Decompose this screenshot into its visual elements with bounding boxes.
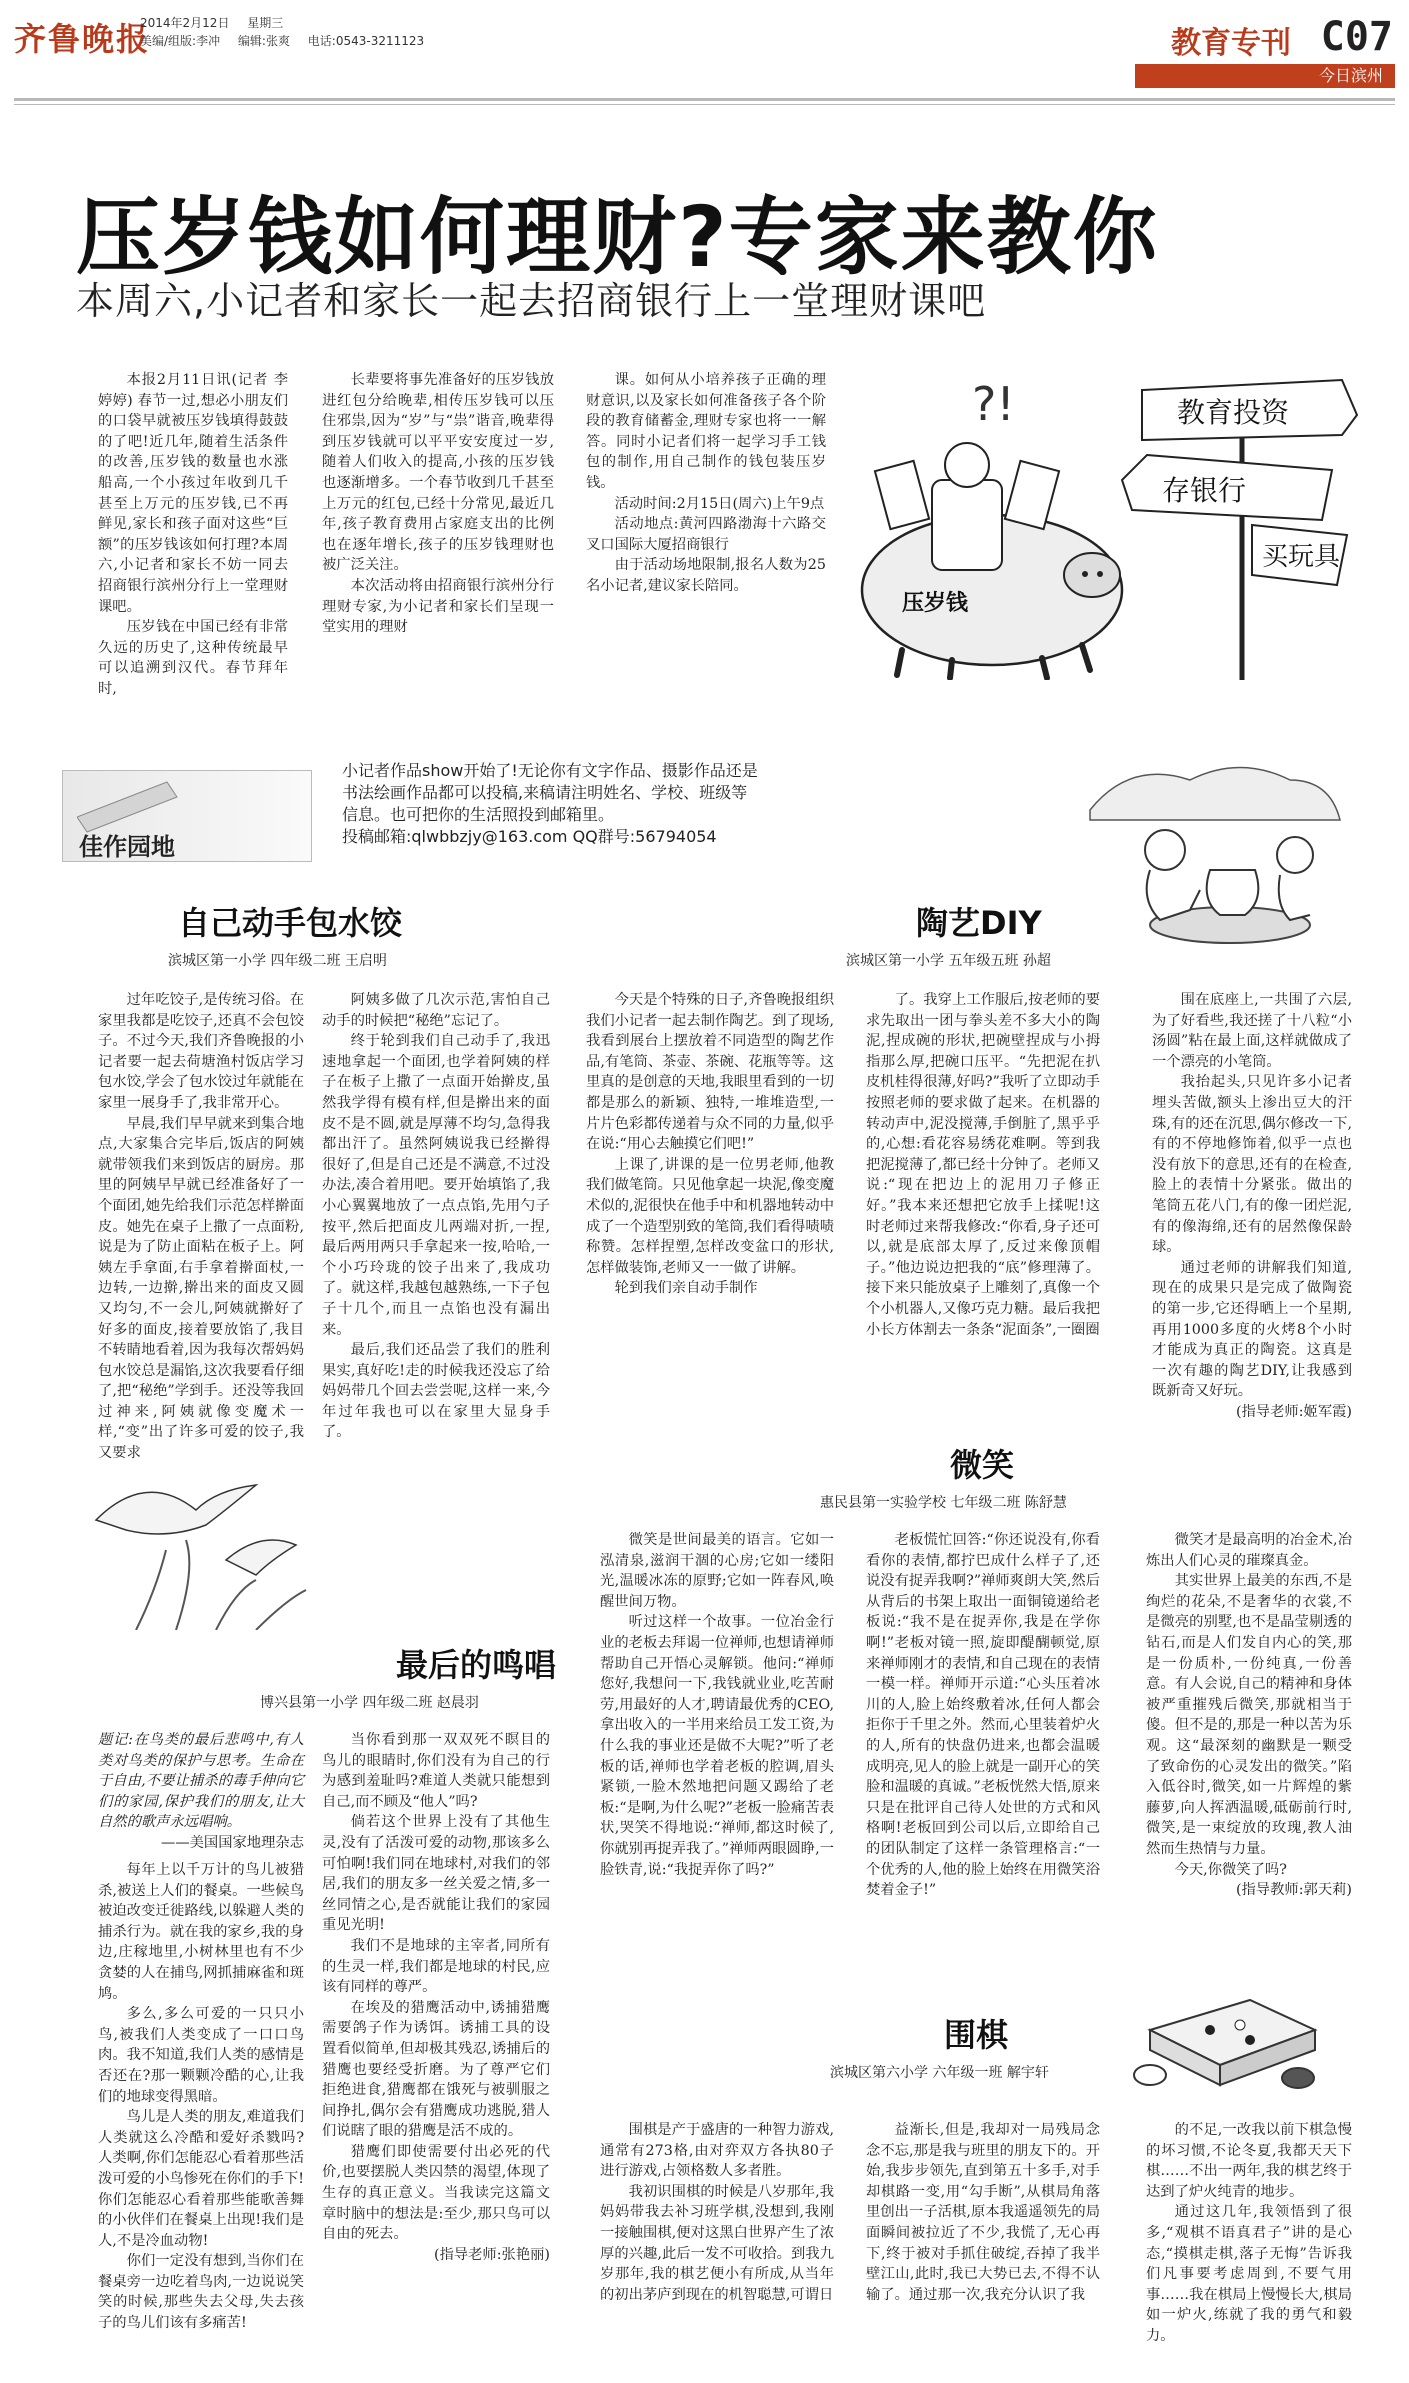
paragraph: 益渐长,但是,我却对一局残局念念不忘,那是我与班里的朋友下的。开始,我步步领先,直到第五十多手,对手却棋路一变,用“勾手断”,从棋局角落里创出一子活棋,原本我遥遥领先的局面瞬间被拉近了不少,我慌了,无心再下,终于被对手抓住破绽,吞掉了我半壁江山,此时,我已大势已去,不得不认输了。通过那一次,我充分认识了我 [866, 2122, 1100, 2303]
paragraph: 通过老师的讲解我们知道,现在的成果只是完成了做陶瓷的第一步,它还得晒上一个星期,再用1000多度的火烤8个小时才能成为真正的陶瓷。这真是一次有趣的陶艺DIY,让我感到既新奇又好玩。 [1152, 1259, 1352, 1400]
song-column-1 [98, 1860, 304, 2334]
masthead-logo: 齐鲁晚报 [14, 20, 151, 58]
smile-column-2 [866, 1530, 1100, 1901]
paragraph: 围在底座上,一共围了六层,为了好看些,我还搓了十八粒“小汤圆”粘在最上面,这样就做成了一个漂亮的小笔筒。 [1152, 992, 1352, 1070]
sign-education: 教育投资 [1177, 396, 1290, 429]
paragraph: 围棋是产于盛唐的一种智力游戏,通常有273格,由对弈双方各执80子进行游戏,占领格数人多者胜。 [600, 2122, 834, 2180]
paragraph: 微笑才是最高明的冶金术,冶炼出人们心灵的璀璨真金。 [1146, 1532, 1352, 1569]
edition-bar: 今日滨州 [1135, 64, 1395, 88]
header-rule-thin [14, 104, 1395, 105]
paragraph: 最后,我们还品尝了我们的胜利果实,真好吃!走的时候我还没忘了给妈妈带几个回去尝尝呢,这样一来,今年过年我也可以在家里大显身手了。 [322, 1342, 550, 1441]
pottery-byline: 滨城区第一小学 五年级五班 孙超 [846, 953, 1051, 969]
paragraph: 本报2月11日讯(记者 李婷婷) 春节一过,想必小朋友们的口袋早就被压岁钱填得鼓鼓的了吧!近几年,随着生活条件的改善,压岁钱的数量也水涨船高,一个小孩过年收到几千甚至上万元的压岁钱,已不再鲜见,家长和孩子面对这些“巨额”的压岁钱该如何打理?本周六,小记者和家长不妨一同去招商银行滨州分行上一堂理财课吧。 [98, 372, 288, 615]
gallery-intro [342, 760, 762, 848]
lead-column-1 [98, 370, 288, 700]
go-column-1 [600, 2120, 834, 2305]
paragraph: 压岁钱在中国已经有非常久远的历史了,这种传统最早可以追溯到汉代。春节拜年时, [98, 619, 288, 697]
gallery-intro-text: 小记者作品show开始了!无论你有文字作品、摄影作品还是书法绘画作品都可以投稿,来稿请注明姓名、学校、班级等信息。也可把你的生活照投到邮箱里。 [342, 761, 758, 824]
lead-column-3 [586, 370, 826, 597]
song-title: 最后的鸣唱 [396, 1646, 557, 1684]
paragraph: 鸟儿是人类的朋友,难道我们人类就这么冷酷和爱好杀戮吗?人类啊,你们怎能忍心看着那些活泼可爱的小鸟惨死在你们的手下!你们怎能忍心看着那些能歌善舞的小伙伴们在餐桌上出现!我们是人,不是冷血动物! [98, 2109, 304, 2249]
paragraph: 其实世界上最美的东西,不是绚烂的花朵,不是奢华的衣裳,不是微亮的别墅,也不是晶莹剔透的钻石,而是人们发自内心的笑,那是一份质朴,一份纯真,一份善意。有人会说,自己的精神和身体被严重摧残后微笑,那就相当于傻。但不是的,那是一种以苦为乐观。这“最深刻的幽默是一颗受了致命伤的心灵发出的微笑。”陷入低谷时,微笑,如一片辉煌的紫藤萝,向人挥洒温暖,砥砺前行时,微笑,是一束绽放的玫瑰,教人油然而生热情与力量。 [1146, 1573, 1352, 1857]
paragraph: 每年上以千万计的鸟儿被猎杀,被送上人们的餐桌。一些候鸟被迫改变迁徙路线,以躲避人类的捕杀行为。就在我的家乡,我的身边,庄稼地里,小树林里也有不少贪婪的人在捕鸟,网抓捕麻雀和斑鸠。 [98, 1862, 304, 2002]
go-title: 围棋 [944, 2016, 1009, 2054]
smile-teacher: (指导教师:郭天莉) [1235, 1882, 1352, 1899]
smile-title: 微笑 [950, 1446, 1015, 1484]
paragraph: 通过这几年,我领悟到了很多,“观棋不语真君子”讲的是心态,“摸棋走棋,落子无悔”告诉我们凡事要考虑周到,不要气用事……我在棋局上慢慢长大,棋局如一炉火,练就了我的勇气和毅力。 [1146, 2204, 1352, 2344]
paragraph: 活动地点:黄河四路渤海十六路交叉口国际大厦招商银行 [586, 516, 826, 553]
paragraph: 的不足,一改我以前下棋急慢的坏习惯,不论冬夏,我都天天下棋……不出一两年,我的棋艺终于达到了炉火纯青的地步。 [1146, 2122, 1352, 2200]
gallery-contact: 投稿邮箱:qlwbbzjy@163.com QQ群号:56794054 [342, 827, 717, 846]
bird-illustration [86, 1450, 316, 1630]
paragraph: 听过这样一个故事。一位冶金行业的老板去拜谒一位禅师,也想请禅师帮助自己开悟心灵解锁。他问:“禅师您好,我想问一下,我钱就业业,吃苦耐劳,用最好的人才,聘请最优秀的CEO,拿出收入的一半用来给员工发工资,为什么我的事业还是做不大呢?”听了老板的话,禅师也学着老板的腔调,眉头紧锁,一脸木然地把问题又踢给了老板:“是啊,为什么呢?”老板一脸痛苦表状,哭笑不得地说:“禅师,都这时候了,你就别再捉弄我了。”禅师两眼圆睁,一脸铁青,说:“我捉弄你了吗?” [600, 1614, 834, 1878]
go-column-3 [1146, 2120, 1352, 2347]
paragraph: 猎鹰们即使需要付出必死的代价,也要摆脱人类囚禁的渴望,体现了生存的真正意义。当我读完这篇文章时脑中的想法是:至少,那只鸟可以自由的死去。 [322, 2143, 550, 2243]
paragraph: 由于活动场地限制,报名人数为25名小记者,建议家长陪同。 [586, 557, 826, 594]
paragraph: 终于轮到我们自己动手了,我迅速地拿起一个面团,也学着阿姨的样子在板子上撒了一点面开始擀皮,虽然我学得有模有样,但是擀出来的面皮不是不圆,就是厚薄不均匀,急得我都出汗了。虽然阿姨说我已经擀得很好了,但是自己还是不满意,不过没办法,凑合着用吧。要开始填馅了,我小心翼翼地放了一点点馅,先用勺子按平,然后把面皮儿两端对折,一捏,最后两用两只手拿起来一按,哈哈,一个小巧玲珑的饺子出来了,我成功了。就这样,我越包越熟练,一下子包子十几个,而且一点馅也没有漏出来。 [322, 1033, 550, 1338]
paragraph: 在埃及的猎鹰活动中,诱捕猎鹰需要鸽子作为诱饵。诱捕工具的设置看似简单,但却极其残忍,诱捕后的猎鹰也要经受折磨。为了尊严它们拒绝进食,猎鹰都在饿死与被驯服之间挣扎,偶尔会有猎鹰成功逃脱,猎人们说瞎了眼的猎鹰是活不成的。 [322, 1999, 550, 2140]
design-editor: 美编/组版:李冲 [140, 34, 221, 48]
lead-column-2 [322, 370, 554, 638]
dumplings-title: 自己动手包水饺 [178, 904, 403, 942]
go-column-2 [866, 2120, 1100, 2305]
smile-column-3 [1146, 1530, 1352, 1901]
paragraph: 早晨,我们早早就来到集合地点,大家集合完毕后,饭店的阿姨就带领我们来到饭店的厨房。那里的阿姨早早就已经准备好了一个面团,她先给我们示范怎样擀面皮。她先在桌子上撒了一点面粉,说是为了防止面粘在板子上。阿姨左手拿面,右手拿着擀面杖,一边转,一边擀,擀出来的面皮又圆又均匀,不一会儿,阿姨就擀好了好多的面皮,接着要放馅了,我目不转睛地看着,因为我每次帮妈妈包水饺总是漏馅,这次我要看仔细了,把“秘绝”学到手。还没等我回过神来,阿姨就像变魔术一样,“变”出了许多可爱的饺子,我又要求 [98, 1115, 304, 1462]
header-rule [14, 98, 1395, 101]
paragraph: 我们不是地球的主宰者,同所有的生灵一样,我们都是地球的村民,应该有同样的尊严。 [322, 1937, 550, 1996]
paragraph: 过年吃饺子,是传统习俗。在家里我都是吃饺子,还真不会包饺子。不过今天,我们齐鲁晚报的小记者要一起去荷塘渔村饭店学习包水饺,学会了包水饺过年就能在家里一展身手了,我非常开心。 [98, 992, 304, 1111]
dumplings-byline: 滨城区第一小学 四年级二班 王启明 [168, 953, 387, 969]
song-teacher: (指导老师:张艳丽) [433, 2246, 550, 2263]
paragraph: 活动时间:2月15日(周六)上午9点 [614, 495, 825, 512]
song-byline: 博兴县第一小学 四年级二班 赵晨羽 [260, 1695, 479, 1711]
headline: 压岁钱如何理财?专家来教你 [76, 188, 1159, 286]
page-number: C07 [1320, 14, 1393, 60]
song-column-2 [322, 1730, 550, 2265]
issue-date: 2014年2月12日 [140, 16, 230, 30]
pottery-column-2 [866, 990, 1100, 1340]
pottery-title: 陶艺DIY [916, 904, 1042, 942]
paragraph: 我抬起头,只见许多小记者埋头苦做,额头上渗出豆大的汗珠,有的还在沉思,偶尔修改一下,有的不停地修饰着,似乎一点也没有放下的意思,还有的在检查,脸上的表情十分紧张。做出的笔筒五花八门,有的像一团烂泥,有的像海绵,还有的居然像保龄球。 [1152, 1074, 1352, 1256]
gallery-banner [62, 770, 312, 862]
paragraph: 长辈要将事先准备好的压岁钱放进红包分给晚辈,相传压岁钱可以压住邪祟,因为“岁”与“祟”谐音,晚辈得到压岁钱就可以平平安安度过一岁,随着人们收入的提高,小孩的压岁钱也逐渐增多。一个春节收到几千甚至上万元的红包,已经十分常见,最近几年,孩子教育费用占家庭支出的比例也在逐年增长,孩子的压岁钱理财也被广泛关注。 [322, 372, 554, 574]
paragraph: 今天,你微笑了吗? [1174, 1861, 1287, 1878]
song-note-block [98, 1730, 304, 1854]
pottery-teacher: (指导老师:姬军霞) [1235, 1403, 1352, 1420]
illustration-marks: ?! [972, 377, 1015, 431]
piggy-bank-illustration [842, 360, 1362, 680]
paragraph: 老板慌忙回答:“你还说没有,你看看你的表情,都拧巴成什么样子了,还说没有捉弄我啊?”禅师爽朗大笑,然后从背后的书架上取出一面铜镜递给老板说:“我不是在捉弄你,我是在学你啊!”老板对镜一照,旋即醍醐顿觉,原来禅师刚才的表情,和自己现在的表情一模一样。禅师开示道:“心头压着冰川的人,脸上始终敷着冰,任何人都会拒你于千里之外。然而,心里装着炉火的人,所有的快盘仍进来,也都会温暖成明亮,见人的脸上就是一副开心的笑脸和温暖的真诚。”老板恍然大悟,原来只是在批评自己待人处世的方式和风格啊!老板回到公司以后,立即给自己的团队制定了这样一条管理格言:“一个优秀的人,他的脸上始终在用微笑浴焚着金子!” [866, 1532, 1100, 1899]
paragraph: 课。如何从小培养孩子正确的理财意识,以及家长如何准备孩子各个阶段的教育储蓄金,理财专家也将一一解答。同时小记者们将一起学习手工钱包的制作,用自己制作的钱包装压岁钱。 [586, 372, 826, 491]
paragraph: 你们一定没有想到,当你们在餐桌旁一边吃着鸟肉,一边说说笑笑的时候,那些失去父母,失去孩子的鸟儿们该有多痛苦! [98, 2253, 304, 2332]
subheadline: 本周六,小记者和家长一起去招商银行上一堂理财课吧 [76, 279, 987, 323]
paragraph: 微笑是世间最美的语言。它如一泓清泉,滋润干涸的心房;它如一缕阳光,温暖冰冻的原野;它如一阵春风,唤醒世间万物。 [600, 1532, 834, 1610]
paragraph: 了。我穿上工作服后,按老师的要求先取出一团与拳头差不多大小的陶泥,捏成碗的形状,把碗壁捏成与小拇指那么厚,把碗口压平。“先把泥在扒皮机桂得很薄,好吗?”我听了立即动手按照老师的要求做了起来。在机器的转动声中,泥没搅薄,手倒脏了,黑乎乎的,心想:看花容易绣花难啊。等到我把泥搅薄了,都已经十分钟了。老师又说:“现在把边上的泥用刀子修正好。”我本来还想把它放手上揉呢!这时老师过来帮我修改:“你看,身子还可以,就是底部太厚了,反过来像顶帽子。”他边说边把我的“底”修理薄了。接下来只能放桌子上雕刻了,真像一个个小机器人,又像巧克力糖。最后我把小长方体割去一条条“泥面条”,一圈圈 [866, 992, 1100, 1338]
issue-weekday: 星期三 [247, 16, 284, 30]
paragraph: 轮到我们亲自动手制作 [614, 1280, 758, 1297]
paragraph: 倘若这个世界上没有了其他生灵,没有了活泼可爱的动物,那该多么可怕啊!我们同在地球村,对我们的邻居,我们的朋友多一丝关爱之情,多一丝同情之心,是否就能让我们的家园重见光明! [322, 1814, 550, 1934]
paragraph: 阿姨多做了几次示范,害怕自己动手的时候把“秘绝”忘记了。 [322, 992, 550, 1029]
section-name: 教育专刊 [1171, 26, 1291, 61]
song-epigraph: 题记:在鸟类的最后悲鸣中,有人类对鸟类的保护与思考。生命在于自由,不要让捕杀的毒手伸向它们的家园,保护我们的朋友,让大自然的歌声永远唱响。 [98, 1732, 304, 1831]
pottery-column-1 [586, 990, 834, 1299]
phone: 电话:0543-3211123 [307, 34, 425, 48]
song-epigraph-source: ——美国国家地理杂志 [161, 1834, 304, 1851]
sign-bank: 存银行 [1162, 474, 1247, 507]
dumplings-column-2 [322, 990, 550, 1443]
editor: 编辑:张爽 [237, 34, 290, 48]
paragraph: 多么,多么可爱的一只只小鸟,被我们人类变成了一口口鸟肉。我不知道,我们人类的感情是否还在?那一颗颗冷酷的心,让我们的地球变得黑暗。 [98, 2006, 304, 2105]
pottery-illustration [1070, 750, 1350, 950]
sign-toys: 买玩具 [1262, 542, 1341, 572]
smile-column-1 [600, 1530, 834, 1880]
paragraph: 我初识围棋的时候是八岁那年,我妈妈带我去补习班学棋,没想到,我刚一接触围棋,便对这黑白世界产生了浓厚的兴趣,此后一发不可收拾。到我九岁那年,我的棋艺便小有所成,从当年的初出茅庐到现在的机智聪慧,可谓日 [600, 2183, 834, 2303]
paragraph: 上课了,讲课的是一位男老师,他教我们做笔筒。只见他拿起一块泥,像变魔术似的,泥很快在他手中和机器地转动中成了一个造型别致的笔筒,我们看得啧啧称赞。怎样捏塑,怎样改变盆口的形状,怎样做装饰,老师又一一做了讲解。 [586, 1156, 834, 1276]
dumplings-column-1 [98, 990, 304, 1464]
piggy-label: 压岁钱 [902, 591, 969, 616]
paragraph: 当你看到那一双双死不瞑目的鸟儿的眼睛时,你们没有为自己的行为感到羞耻吗?难道人类就只能想到自己,而不顾及“他人”吗? [322, 1732, 550, 1810]
paragraph: 今天是个特殊的日子,齐鲁晚报组织我们小记者一起去制作陶艺。到了现场,我看到展台上摆放着不同造型的陶艺作品,有笔筒、茶壶、茶碗、花瓶等等。这里真的是创意的天地,我眼里看到的一切都是那么的新颖、独特,一堆堆造型,一片片色彩都传递着与众不同的力量,似乎在说:“用心去触摸它们吧!” [586, 992, 834, 1153]
header-info [140, 14, 438, 50]
go-board-illustration [1130, 1990, 1320, 2100]
smile-byline: 惠民县第一实验学校 七年级二班 陈舒慧 [820, 1495, 1067, 1511]
pottery-column-3 [1152, 990, 1352, 1422]
paragraph: 本次活动将由招商银行滨州分行理财专家,为小记者和家长们呈现一堂实用的理财 [322, 577, 554, 636]
go-byline: 滨城区第六小学 六年级一班 解宇轩 [830, 2065, 1049, 2081]
gallery-label: 佳作园地 [79, 833, 175, 861]
